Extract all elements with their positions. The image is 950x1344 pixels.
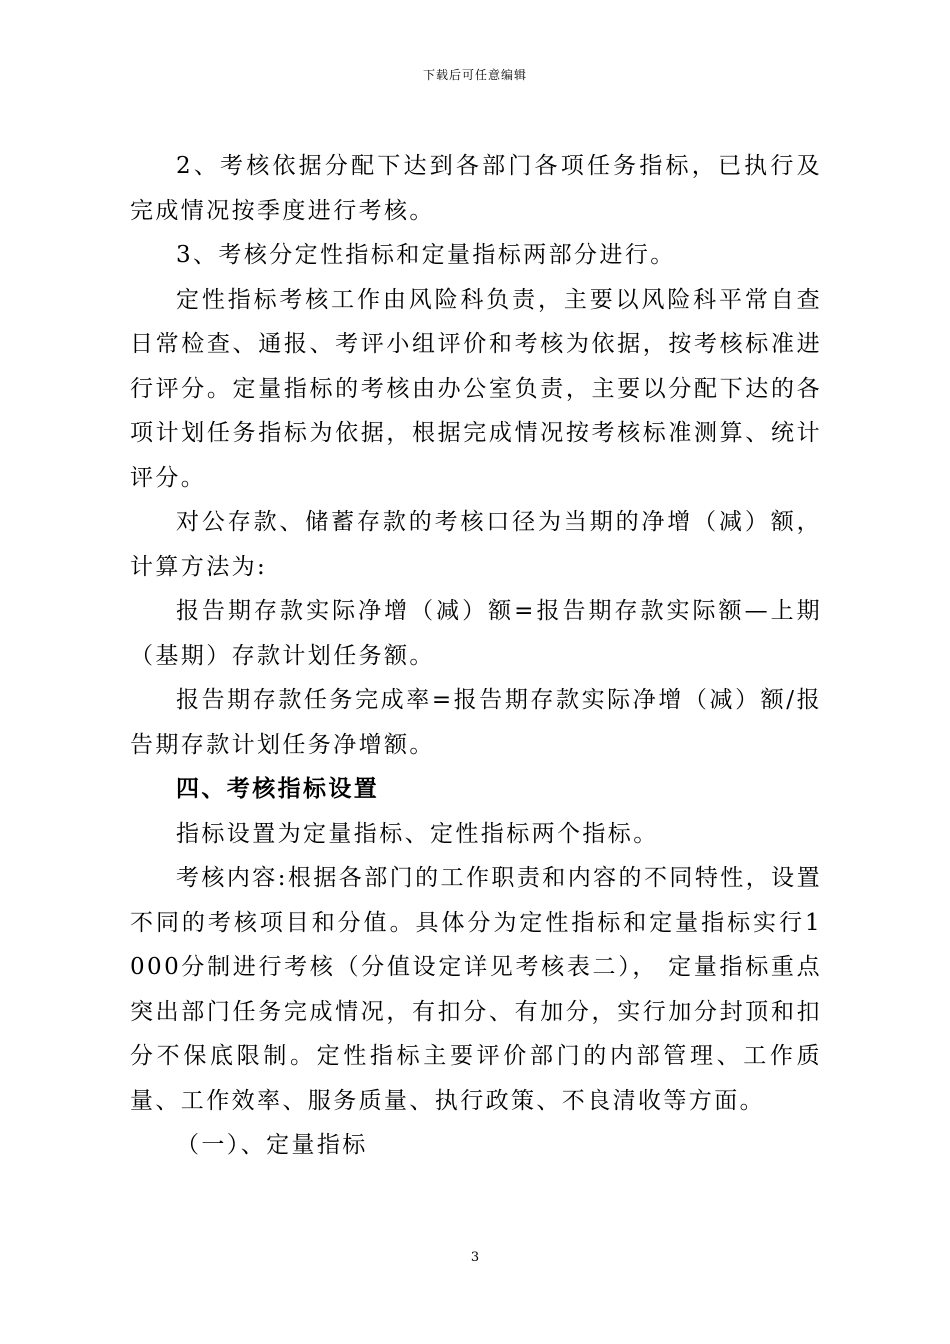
paragraph-assessment-parts: 3、考核分定性指标和定量指标两部分进行。 bbox=[176, 242, 676, 268]
paragraph-deposit-caliber: 对公存款、储蓄存款的考核口径为当期的净增（减）额，计算方法为: bbox=[130, 509, 822, 580]
formula-completion-rate: 报告期存款任务完成率=报告期存款实际净增（减）额/报告期存款计划任务净增额。 bbox=[130, 687, 822, 758]
document-body bbox=[130, 144, 822, 1168]
paragraph-indicator-setup: 指标设置为定量指标、定性指标两个指标。 bbox=[176, 820, 659, 847]
header-note: 下载后可任意编辑 bbox=[422, 68, 527, 82]
formula-net-increase: 报告期存款实际净增（减）额=报告期存款实际额—上期（基期）存款计划任务额。 bbox=[130, 598, 822, 669]
page-number: 3 bbox=[470, 1250, 480, 1265]
paragraph-qualitative-quantitative: 定性指标考核工作由风险科负责，主要以风险科平常自查日常检查、通报、考评小组评价和考核为依据，按考核标准进行评分。定量指标的考核由办公室负责，主要以分配下达的各项计划任务指标为依据，根据完成情况按考核标准测算、统计评分。 bbox=[130, 286, 822, 491]
section-heading-indicator-setup: 四、考核指标设置 bbox=[176, 775, 380, 802]
paragraph-assessment-content: 考核内容:根据各部门的工作职责和内容的不同特性，设置不同的考核项目和分值。具体分为定性指标和定量指标实行1000分制进行考核（分值设定详见考核表二）， 定量指标重点突出部门任务完成情况，有扣分、有加分，实行加分封顶和扣分不保底限制。定性指标主要评价部门的内部管理、工作质量、工作效率、服务质量、执行政策、不良清收等方面。 bbox=[130, 865, 822, 1114]
paragraph-assessment-basis: 2、考核依据分配下达到各部门各项任务指标，已执行及完成情况按季度进行考核。 bbox=[130, 153, 822, 224]
subheading-quantitative-indicators: （一）、定量指标 bbox=[176, 1132, 368, 1158]
